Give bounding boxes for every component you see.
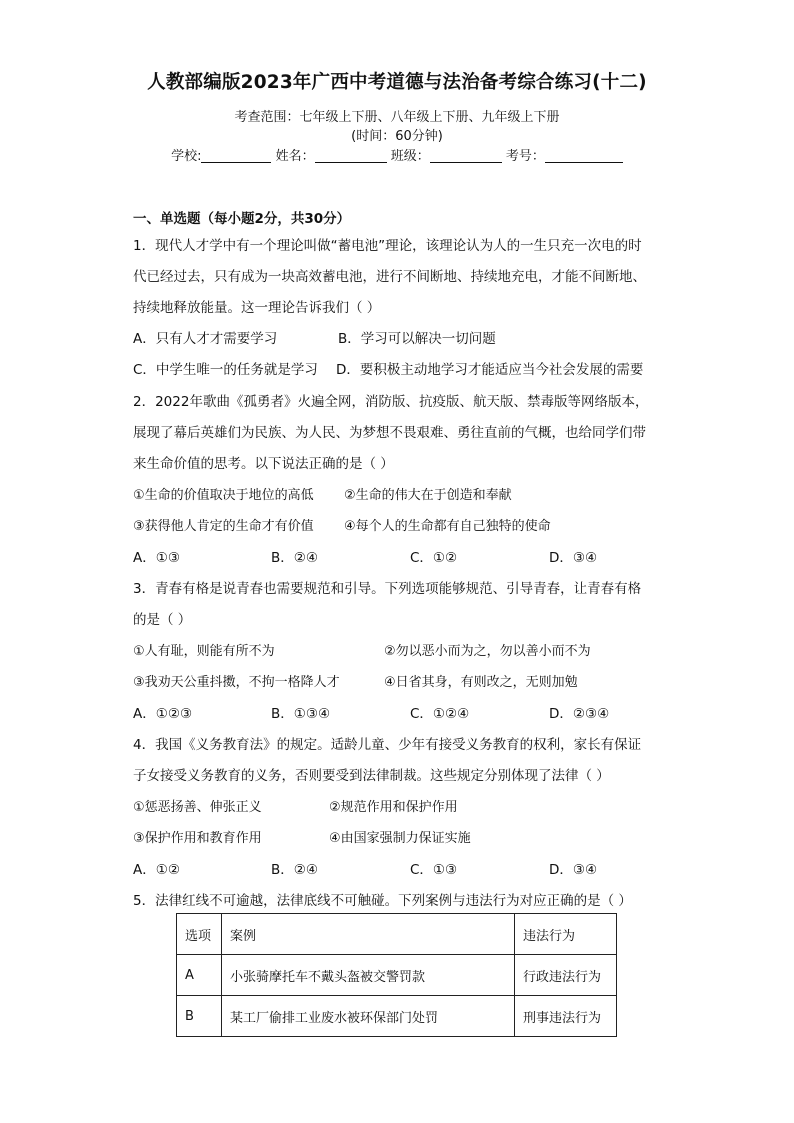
school-label: 学校:: [171, 149, 202, 164]
q4-option-d[interactable]: D．③④: [549, 862, 598, 878]
q1-option-d[interactable]: D．要积极主动地学习才能适应当今社会发展的需要: [336, 362, 644, 378]
table-header-cell: 选项: [177, 914, 222, 955]
q4-statement-1: ①惩恶扬善、伸张正义: [133, 800, 262, 815]
q2-option-c[interactable]: C．①②: [410, 550, 458, 566]
exam-no-label: 考号：: [505, 149, 545, 164]
q2-statement-1: ①生命的价值取决于地位的高低: [133, 488, 314, 503]
table-cell: B: [177, 996, 222, 1037]
class-blank[interactable]: [430, 148, 502, 163]
q2-option-d[interactable]: D．③④: [549, 550, 598, 566]
q2-line: 来生命价值的思考。以下说法正确的是（ ）: [133, 456, 394, 472]
table-header-row: [177, 914, 617, 955]
table-cell: 某工厂偷排工业废水被环保部门处罚: [222, 996, 515, 1037]
q4-statement-2: ②规范作用和保护作用: [329, 800, 458, 815]
q4-line: 子女接受义务教育的义务，否则要受到法律制裁。这些规定分别体现了法律（ ）: [133, 768, 610, 784]
q2-statement-3: ③获得他人肯定的生命才有价值: [133, 519, 314, 534]
name-blank[interactable]: [315, 148, 387, 163]
exam-time: (时间：60分钟): [351, 129, 443, 144]
q1-line: 1．现代人才学中有一个理论叫做“蓄电池”理论，该理论认为人的一生只充一次电的时: [133, 238, 642, 254]
q4-option-c[interactable]: C．①③: [410, 862, 458, 878]
q1-option-b[interactable]: B．学习可以解决一切问题: [338, 331, 496, 347]
q1-line: 代已经过去，只有成为一块高效蓄电池，进行不间断地、持续地充电，才能不间断地、: [133, 269, 646, 285]
q3-statement-4: ④日省其身，有则改之，无则加勉: [384, 675, 578, 690]
exam-scope: 考查范围：七年级上下册、八年级上下册、九年级上下册: [234, 110, 560, 125]
q2-option-b[interactable]: B．②④: [271, 550, 318, 566]
table-cell: 小张骑摩托车不戴头盔被交警罚款: [222, 955, 515, 996]
table-header-cell: 违法行为: [515, 914, 617, 955]
q5-table: [176, 913, 617, 1037]
q3-line: 3．青春有格是说青春也需要规范和引导。下列选项能够规范、引导青春，让青春有格: [133, 581, 642, 597]
q2-statement-2: ②生命的伟大在于创造和奉献: [344, 488, 512, 503]
school-blank[interactable]: [201, 148, 271, 163]
section-heading: 一、单选题（每小题2分，共30分）: [133, 211, 351, 227]
q4-option-b[interactable]: B．②④: [271, 862, 318, 878]
q2-statement-4: ④每个人的生命都有自己独特的使命: [344, 519, 551, 534]
q2-option-a[interactable]: A．①③: [133, 550, 180, 566]
q1-option-c[interactable]: C．中学生唯一的任务就是学习: [133, 362, 318, 378]
table-cell: A: [177, 955, 222, 996]
q4-line: 4．我国《义务教育法》的规定。适龄儿童、少年有接受义务教育的权利，家长有保证: [133, 737, 642, 753]
q3-statement-3: ③我劝天公重抖擞，不拘一格降人才: [133, 675, 340, 690]
page-title: 人教部编版2023年广西中考道德与法治备考综合练习(十二): [147, 72, 647, 93]
q5-line: 5．法律红线不可逾越，法律底线不可触碰。下列案例与违法行为对应正确的是（ ）: [133, 893, 632, 909]
q3-statement-2: ②勿以恶小而为之，勿以善小而不为: [384, 644, 591, 659]
table-header-cell: 案例: [222, 914, 515, 955]
q3-option-d[interactable]: D．②③④: [549, 706, 610, 722]
name-label: 姓名：: [275, 149, 315, 164]
q3-option-c[interactable]: C．①②④: [410, 706, 470, 722]
student-info-row: [0, 145, 794, 164]
q2-line: 2．2022年歌曲《孤勇者》火遍全网，消防版、抗疫版、航天版、禁毒版等网络版本，: [133, 394, 649, 410]
q4-statement-4: ④由国家强制力保证实施: [329, 831, 471, 846]
class-label: 班级：: [390, 149, 430, 164]
table-cell: 行政违法行为: [515, 955, 617, 996]
table-row: [177, 955, 617, 996]
q1-line: 持续地释放能量。这一理论告诉我们（ ）: [133, 300, 381, 316]
q3-option-b[interactable]: B．①③④: [271, 706, 331, 722]
q3-line: 的是（ ）: [133, 612, 192, 628]
q3-option-a[interactable]: A．①②③: [133, 706, 193, 722]
table-row: [177, 996, 617, 1037]
exam-no-blank[interactable]: [545, 148, 623, 163]
q1-option-a[interactable]: A．只有人才才需要学习: [133, 331, 278, 347]
q2-line: 展现了幕后英雄们为民族、为人民、为梦想不畏艰难、勇往直前的气概，也给同学们带: [133, 425, 646, 441]
table-cell: 刑事违法行为: [515, 996, 617, 1037]
q4-statement-3: ③保护作用和教育作用: [133, 831, 262, 846]
q4-option-a[interactable]: A．①②: [133, 862, 180, 878]
q3-statement-1: ①人有耻，则能有所不为: [133, 644, 275, 659]
